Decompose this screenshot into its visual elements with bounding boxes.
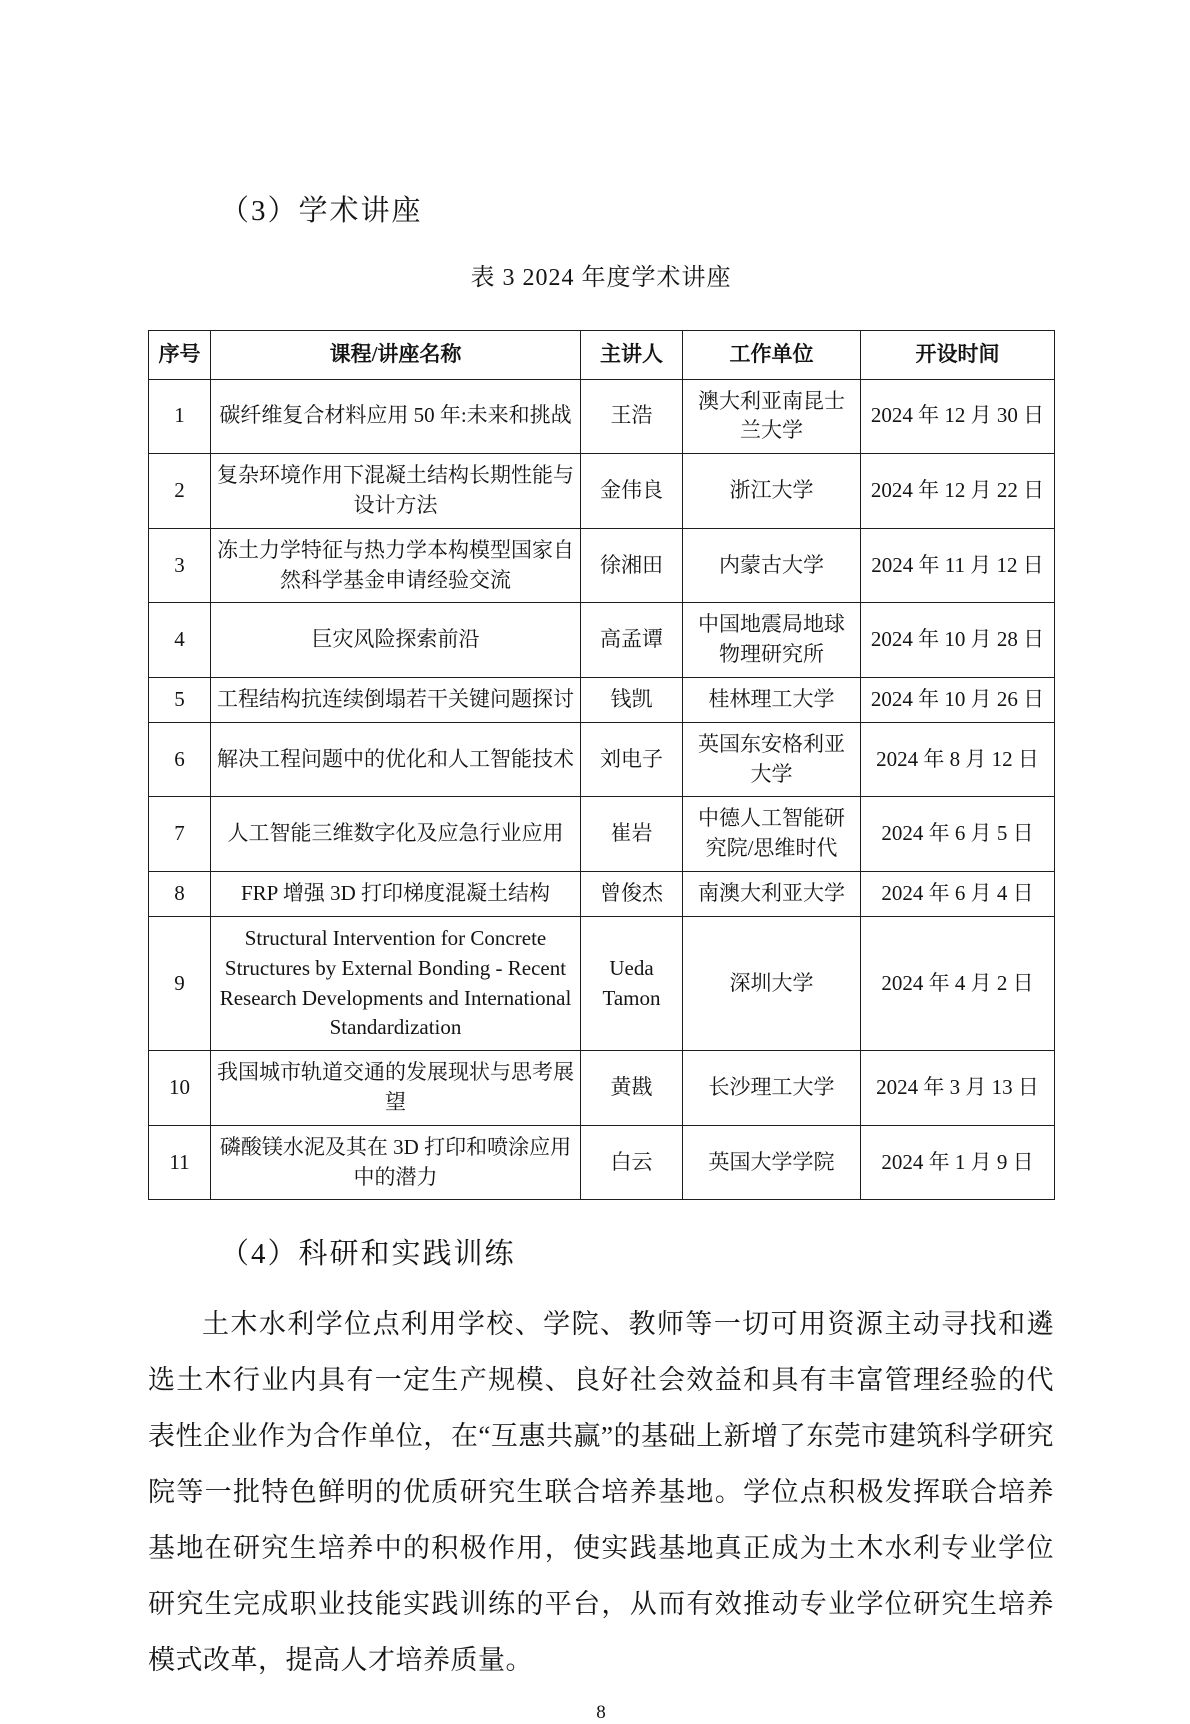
cell-date: 2024 年 8 月 12 日	[861, 722, 1055, 797]
cell-title: Structural Intervention for Concrete Structures by External Bonding - Recent Research Developments and International Standardization	[211, 916, 581, 1050]
column-header-no: 序号	[149, 330, 211, 379]
table-row	[149, 797, 1055, 872]
cell-title: 工程结构抗连续倒塌若干关键问题探讨	[211, 678, 581, 723]
lectures-table	[148, 330, 1055, 1201]
table-header-row	[149, 330, 1055, 379]
column-header-title: 课程/讲座名称	[211, 330, 581, 379]
cell-no: 3	[149, 528, 211, 603]
page-number: 8	[596, 1702, 606, 1724]
cell-org: 浙江大学	[683, 454, 861, 529]
table-row	[149, 1051, 1055, 1126]
cell-title: 人工智能三维数字化及应急行业应用	[211, 797, 581, 872]
cell-org: 南澳大利亚大学	[683, 872, 861, 917]
cell-date: 2024 年 12 月 30 日	[861, 379, 1055, 454]
cell-title: 解决工程问题中的优化和人工智能技术	[211, 722, 581, 797]
cell-date: 2024 年 11 月 12 日	[861, 528, 1055, 603]
cell-speaker: 黄戡	[581, 1051, 683, 1126]
cell-title: 复杂环境作用下混凝土结构长期性能与设计方法	[211, 454, 581, 529]
cell-date: 2024 年 4 月 2 日	[861, 916, 1055, 1050]
cell-no: 11	[149, 1125, 211, 1200]
section-3-heading: （3）学术讲座	[220, 195, 423, 227]
table-header	[149, 330, 1055, 379]
cell-title: 碳纤维复合材料应用 50 年:未来和挑战	[211, 379, 581, 454]
cell-title: FRP 增强 3D 打印梯度混凝土结构	[211, 872, 581, 917]
cell-speaker: 白云	[581, 1125, 683, 1200]
table-row	[149, 528, 1055, 603]
cell-no: 4	[149, 603, 211, 678]
cell-no: 7	[149, 797, 211, 872]
column-header-org: 工作单位	[683, 330, 861, 379]
cell-speaker: 崔岩	[581, 797, 683, 872]
table-caption: 表 3 2024 年度学术讲座	[470, 264, 732, 291]
cell-title: 巨灾风险探索前沿	[211, 603, 581, 678]
cell-org: 中国地震局地球物理研究所	[683, 603, 861, 678]
table-row	[149, 1125, 1055, 1200]
cell-speaker: Ueda Tamon	[581, 916, 683, 1050]
cell-no: 5	[149, 678, 211, 723]
table-row	[149, 379, 1055, 454]
cell-org: 桂林理工大学	[683, 678, 861, 723]
cell-org: 长沙理工大学	[683, 1051, 861, 1126]
cell-date: 2024 年 6 月 4 日	[861, 872, 1055, 917]
cell-speaker: 金伟良	[581, 454, 683, 529]
cell-org: 内蒙古大学	[683, 528, 861, 603]
cell-date: 2024 年 3 月 13 日	[861, 1051, 1055, 1126]
column-header-date: 开设时间	[861, 330, 1055, 379]
table-row	[149, 872, 1055, 917]
cell-org: 澳大利亚南昆士兰大学	[683, 379, 861, 454]
cell-no: 10	[149, 1051, 211, 1126]
section-4-heading: （4）科研和实践训练	[220, 1238, 516, 1271]
cell-speaker: 曾俊杰	[581, 872, 683, 917]
cell-no: 9	[149, 916, 211, 1050]
cell-date: 2024 年 12 月 22 日	[861, 454, 1055, 529]
cell-org: 深圳大学	[683, 916, 861, 1050]
page-content	[148, 193, 1054, 1724]
cell-title: 磷酸镁水泥及其在 3D 打印和喷涂应用中的潜力	[211, 1125, 581, 1200]
cell-org: 中德人工智能研究院/思维时代	[683, 797, 861, 872]
column-header-speaker: 主讲人	[581, 330, 683, 379]
cell-date: 2024 年 1 月 9 日	[861, 1125, 1055, 1200]
table-row	[149, 454, 1055, 529]
section-4-paragraph: 土木水利学位点利用学校、学院、教师等一切可用资源主动寻找和遴选土木行业内具有一定生产规模、良好社会效益和具有丰富管理经验的代表性企业作为合作单位，在“互惠共赢”的基础上新增了东莞市建筑科学研究院等一批特色鲜明的优质研究生联合培养基地。学位点积极发挥联合培养基地在研究生培养中的积极作用，使实践基地真正成为土木水利专业学位研究生完成职业技能实践训练的平台，从而有效推动专业学位研究生培养模式改革，提高人才培养质量。	[148, 1309, 1054, 1676]
table-row	[149, 678, 1055, 723]
table-body	[149, 379, 1055, 1200]
cell-no: 8	[149, 872, 211, 917]
cell-title: 冻土力学特征与热力学本构模型国家自然科学基金申请经验交流	[211, 528, 581, 603]
cell-date: 2024 年 10 月 26 日	[861, 678, 1055, 723]
cell-title: 我国城市轨道交通的发展现状与思考展望	[211, 1051, 581, 1126]
table-row	[149, 722, 1055, 797]
cell-org: 英国大学学院	[683, 1125, 861, 1200]
cell-speaker: 高孟谭	[581, 603, 683, 678]
cell-speaker: 王浩	[581, 379, 683, 454]
cell-speaker: 徐湘田	[581, 528, 683, 603]
cell-org: 英国东安格利亚大学	[683, 722, 861, 797]
cell-no: 1	[149, 379, 211, 454]
cell-no: 6	[149, 722, 211, 797]
cell-speaker: 钱凯	[581, 678, 683, 723]
cell-date: 2024 年 10 月 28 日	[861, 603, 1055, 678]
table-row	[149, 916, 1055, 1050]
cell-no: 2	[149, 454, 211, 529]
table-row	[149, 603, 1055, 678]
cell-date: 2024 年 6 月 5 日	[861, 797, 1055, 872]
cell-speaker: 刘电子	[581, 722, 683, 797]
